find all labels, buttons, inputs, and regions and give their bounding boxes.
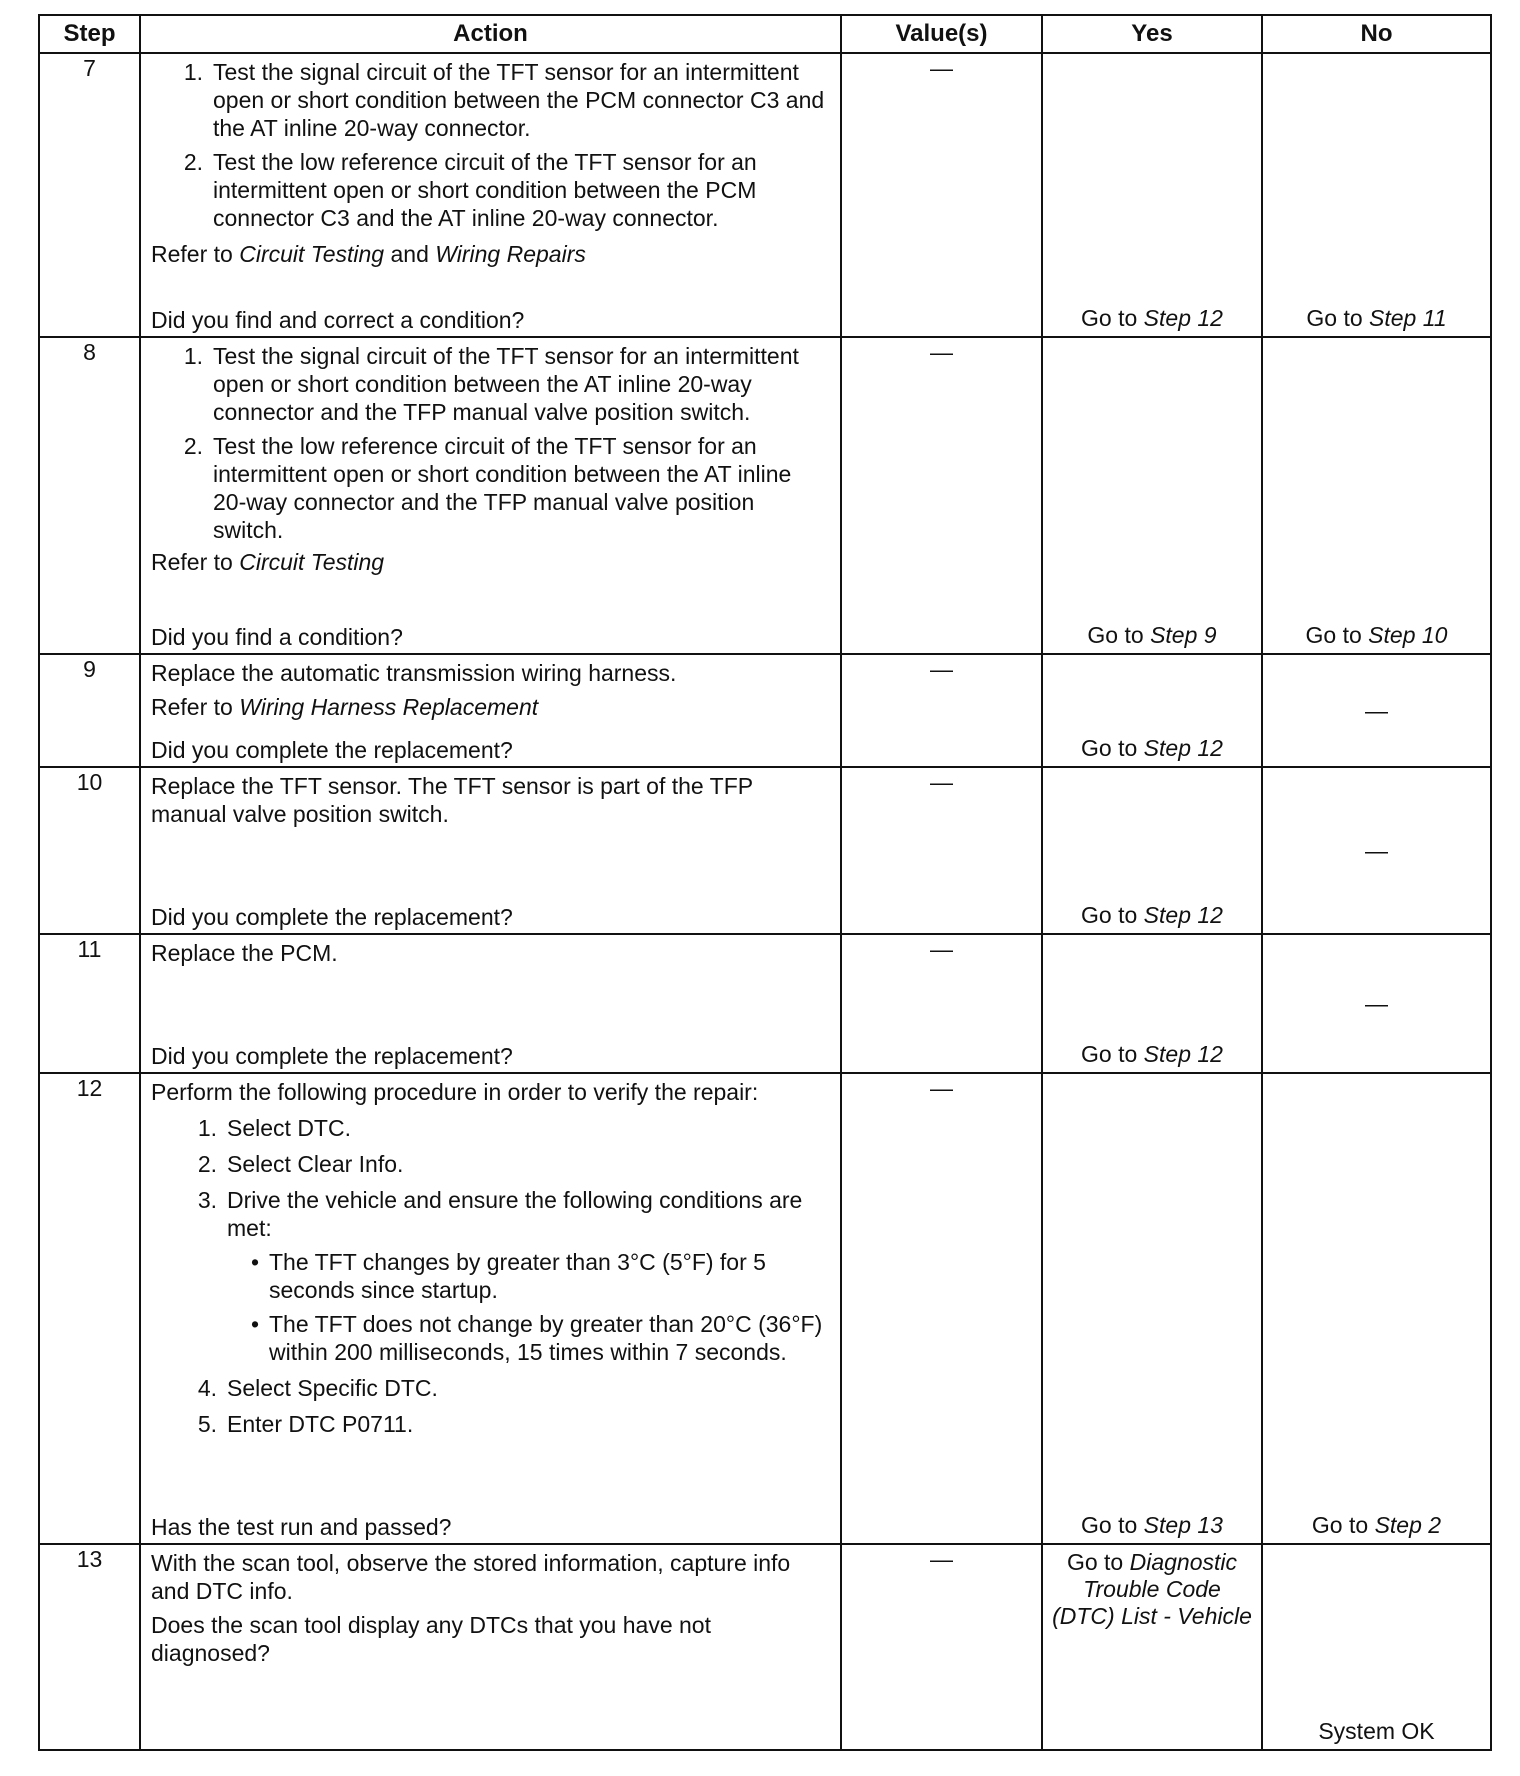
action-cell <box>140 654 841 767</box>
question-text: Did you complete the replacement? <box>151 904 513 930</box>
list-item: 2. Test the low reference circuit of the TFT sensor for an intermittent open or short condition between the PCM connector C3 and the AT inline 20-way connector. <box>183 149 757 231</box>
reference-text: Refer to Wiring Harness Replacement <box>151 694 539 720</box>
step-number: 11 <box>39 934 140 1073</box>
go-to-step-link[interactable]: Step 2 <box>1374 1512 1442 1538</box>
wiring-repairs-link[interactable]: Wiring Repairs <box>435 241 586 267</box>
no-cell: — <box>1262 654 1491 767</box>
no-cell: — <box>1262 934 1491 1073</box>
wiring-harness-replacement-link[interactable]: Wiring Harness Replacement <box>239 694 539 720</box>
no-cell: — <box>1262 767 1491 934</box>
value-cell: — <box>841 53 1042 337</box>
header-values: Value(s) <box>841 15 1042 53</box>
step-number: 13 <box>39 1544 140 1750</box>
step-number: 12 <box>39 1073 140 1544</box>
value-cell: — <box>841 654 1042 767</box>
question-text: Did you find and correct a condition? <box>151 307 525 333</box>
go-to-step-link[interactable]: Step 12 <box>1143 1041 1223 1067</box>
list-item: 2. Test the low reference circuit of the TFT sensor for an intermittent open or short condition between the AT inline 20-way connector and the TFP manual valve position switch. <box>183 433 792 543</box>
table-row-step-9 <box>39 654 1491 767</box>
action-cell <box>140 1073 841 1544</box>
go-to-step-link[interactable]: Step 9 <box>1150 622 1217 648</box>
reference-text: Refer to Circuit Testing and Wiring Repairs <box>151 241 586 267</box>
table-row-step-10 <box>39 767 1491 934</box>
list-item: 2. Select Clear Info. <box>197 1151 404 1177</box>
go-to-step-link[interactable]: Step 12 <box>1143 735 1223 761</box>
question-text: Did you find a condition? <box>151 624 403 650</box>
value-cell: — <box>841 1544 1042 1750</box>
value-cell: — <box>841 1073 1042 1544</box>
value-cell: — <box>841 767 1042 934</box>
value-cell: — <box>841 337 1042 654</box>
table-row-step-8 <box>39 337 1491 654</box>
dtc-list-link[interactable]: Diagnostic Trouble Code (DTC) List - Vehicle <box>1052 1549 1252 1629</box>
header-yes: Yes <box>1042 15 1262 53</box>
list-item: 3. Drive the vehicle and ensure the following conditions are met: <box>197 1187 803 1241</box>
action-text: With the scan tool, observe the stored information, capture info and DTC info. <box>151 1550 791 1604</box>
step-number: 10 <box>39 767 140 934</box>
action-text: Replace the PCM. <box>151 940 338 966</box>
no-cell: Go to Step 2 <box>1262 1073 1491 1544</box>
reference-text: Refer to Circuit Testing <box>151 549 385 575</box>
action-cell <box>140 1544 841 1750</box>
action-cell <box>140 767 841 934</box>
header-row <box>39 15 1491 53</box>
action-text: Replace the automatic transmission wiring harness. <box>151 660 677 686</box>
step-number: 7 <box>39 53 140 337</box>
question-text: Did you complete the replacement? <box>151 1043 513 1069</box>
yes-cell: Go to Step 12 <box>1042 934 1262 1073</box>
action-cell <box>140 53 841 337</box>
yes-cell: Go to Step 13 <box>1042 1073 1262 1544</box>
yes-cell: Go to Step 9 <box>1042 337 1262 654</box>
bullet-item: • The TFT changes by greater than 3°C (5°F) for 5 seconds since startup. <box>250 1249 766 1303</box>
question-text: Did you complete the replacement? <box>151 737 513 763</box>
system-ok-text: System OK <box>1318 1718 1435 1744</box>
header-action: Action <box>140 15 841 53</box>
value-cell: — <box>841 934 1042 1073</box>
no-cell <box>1262 1544 1491 1750</box>
list-item: 1. Test the signal circuit of the TFT sensor for an intermittent open or short condition between the AT inline 20-way connector and the TFP manual valve position switch. <box>183 343 799 425</box>
diagnostic-table <box>38 14 1492 1751</box>
action-text: Replace the TFT sensor. The TFT sensor is part of the TFP manual valve position switch. <box>151 773 753 827</box>
yes-cell: Go to Step 12 <box>1042 767 1262 934</box>
table-row-step-13 <box>39 1544 1491 1750</box>
list-item: 1. Select DTC. <box>197 1115 351 1141</box>
question-text: Does the scan tool display any DTCs that you have not diagnosed? <box>151 1612 711 1666</box>
question-text: Has the test run and passed? <box>151 1514 452 1540</box>
list-item: 4. Select Specific DTC. <box>197 1375 438 1401</box>
table-row-step-12 <box>39 1073 1491 1544</box>
table-row-step-11 <box>39 934 1491 1073</box>
header-step: Step <box>39 15 140 53</box>
yes-cell: Go to Diagnostic Trouble Code (DTC) List - Vehicle <box>1042 1544 1262 1750</box>
step-number: 8 <box>39 337 140 654</box>
go-to-step-link[interactable]: Step 12 <box>1143 305 1223 331</box>
intro-text: Perform the following procedure in order to verify the repair: <box>151 1079 759 1105</box>
action-cell <box>140 337 841 654</box>
go-to-step-link[interactable]: Step 12 <box>1143 902 1223 928</box>
no-cell: Go to Step 11 <box>1262 53 1491 337</box>
table-row-step-7 <box>39 53 1491 337</box>
circuit-testing-link[interactable]: Circuit Testing <box>239 549 385 575</box>
yes-cell: Go to Step 12 <box>1042 53 1262 337</box>
circuit-testing-link[interactable]: Circuit Testing <box>239 241 385 267</box>
list-item: 5. Enter DTC P0711. <box>197 1411 414 1437</box>
list-item: 1. Test the signal circuit of the TFT sensor for an intermittent open or short condition between the PCM connector C3 and the AT inline 20-way connector. <box>183 59 825 141</box>
go-to-step-link[interactable]: Step 13 <box>1143 1512 1223 1538</box>
header-no: No <box>1262 15 1491 53</box>
action-cell <box>140 934 841 1073</box>
bullet-item: • The TFT does not change by greater than 20°C (36°F) within 200 milliseconds, 15 times within 7 seconds. <box>250 1311 823 1365</box>
no-cell: Go to Step 10 <box>1262 337 1491 654</box>
yes-cell: Go to Step 12 <box>1042 654 1262 767</box>
go-to-step-link[interactable]: Step 10 <box>1368 622 1448 648</box>
step-number: 9 <box>39 654 140 767</box>
go-to-step-link[interactable]: Step 11 <box>1369 305 1447 331</box>
